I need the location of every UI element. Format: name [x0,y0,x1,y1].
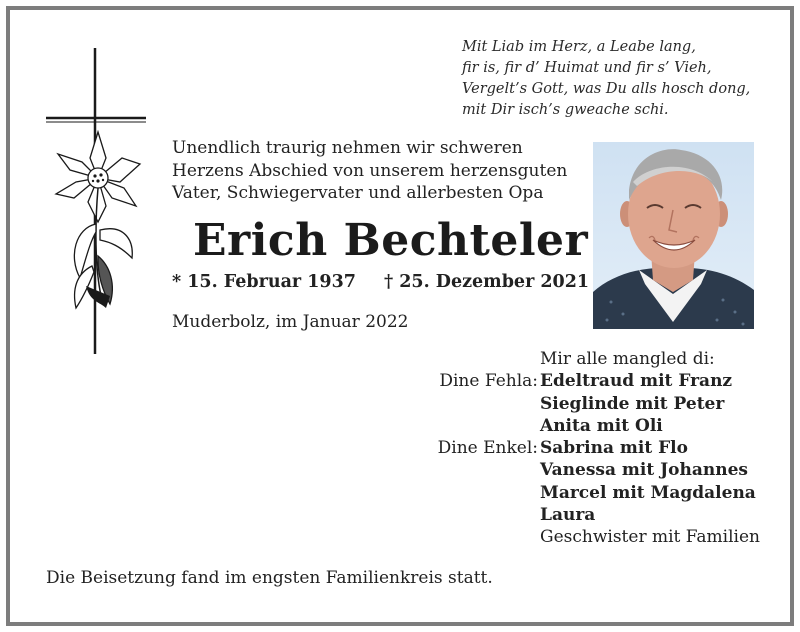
mourner-name: Anita mit Oli [540,415,663,436]
intro-line: Herzens Abschied von unserem herzensguten [172,160,568,181]
group-label-children: Dine Fehla: [439,371,538,392]
mourner-name: Marcel mit Magdalena [540,482,756,503]
mourner-name: Sieglinde mit Peter [540,393,725,414]
place-date: Muderbolz, im Januar 2022 [172,312,409,332]
group-label-grandchildren: Dine Enkel: [437,438,538,459]
deceased-name: Erich Bechteler [193,215,589,266]
mourner-name: Sabrina mit Flo [540,438,688,459]
intro-text [172,137,582,205]
mourner-name: Vanessa mit Johannes [540,460,748,481]
mourners-block [380,348,770,549]
motto-line: fir is, fir d’ Huimat und fir s’ Vieh, [462,60,712,76]
burial-note: Die Beisetzung fand im engsten Familienkreis statt. [46,568,493,588]
motto-line: Mit Liab im Herz, a Leabe lang, [462,39,696,55]
mourner-name: Laura [540,505,596,526]
motto-line: mit Dir isch’s gweache schi. [462,102,669,118]
mourner-name: Edeltraud mit Franz [540,371,733,392]
cross-edelweiss-icon [40,46,150,358]
motto-poem [462,37,782,121]
mourners-closing: Geschwister mit Familien [540,527,760,548]
intro-line: Vater, Schwiegervater und allerbesten Opa [172,183,544,203]
life-dates [172,272,589,292]
mourners-heading: Mir alle mangled di: [540,349,715,369]
death-date: † 25. Dezember 2021 [384,272,590,292]
intro-line: Unendlich traurig nehmen wir schweren [172,138,523,158]
birth-date: * 15. Februar 1937 [172,272,356,292]
portrait-photo [593,142,754,329]
motto-line: Vergelt’s Gott, was Du alls hosch dong, [462,81,751,97]
